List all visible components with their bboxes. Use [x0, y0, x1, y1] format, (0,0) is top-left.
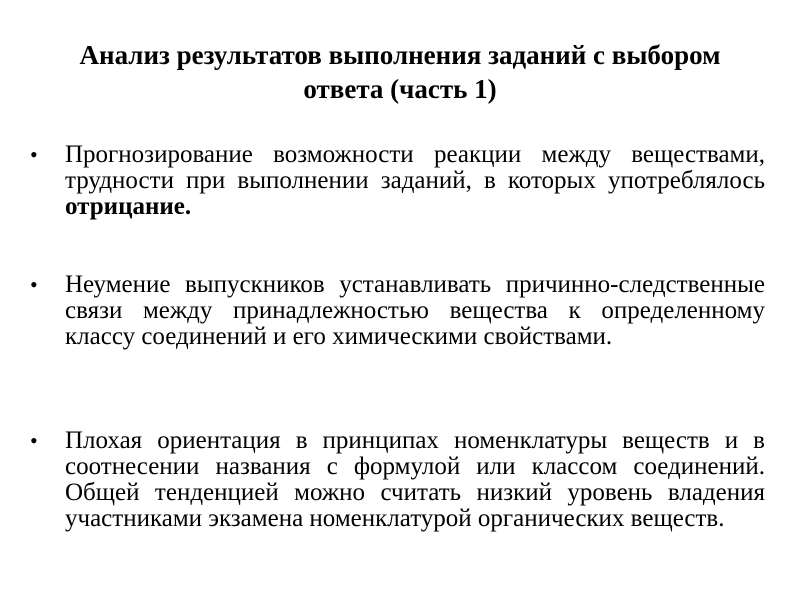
item-bold-text: отрицание.	[65, 193, 192, 220]
list-item-text	[65, 142, 765, 220]
list-item-text: Неумение выпускников устанавливать причинно-следственные связи между принадлежностью вещества к определенному классу соединений и его химическими свойствами.	[65, 271, 765, 350]
list-item-text: Плохая ориентация в принципах номенклатуры веществ и в соотнесении названия с формулой или классом соединений. Общей тенденцией можно считать низкий уровень владения участниками экзамена номенклатурой органических веществ.	[65, 427, 765, 532]
item-text: Прогнозирование возможности реакции между веществами, трудности при выполнении заданий, в которых употреблялось	[65, 141, 765, 194]
bullet-icon: •	[30, 428, 38, 453]
bullet-icon: •	[30, 272, 38, 297]
slide-title: Анализ результатов выполнения заданий с выбором ответа (часть 1)	[79, 40, 721, 104]
bullet-icon: •	[30, 142, 38, 167]
